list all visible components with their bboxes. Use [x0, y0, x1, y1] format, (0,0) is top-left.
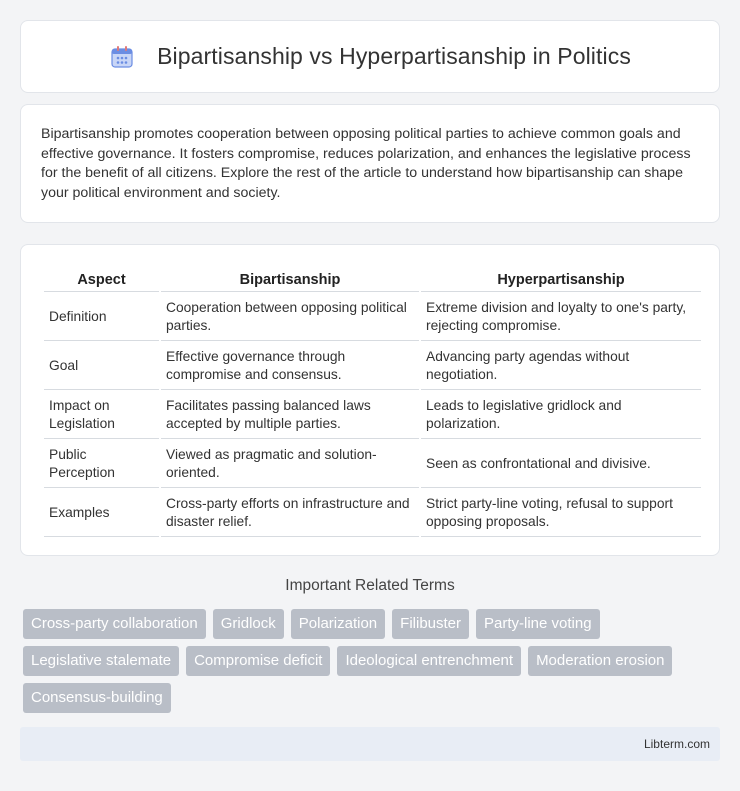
table-cell: Examples	[44, 490, 159, 537]
table-cell: Leads to legislative gridlock and polarization.	[421, 392, 701, 439]
related-term-tag[interactable]: Cross-party collaboration	[23, 609, 206, 639]
related-term-tag[interactable]: Gridlock	[213, 609, 284, 639]
table-cell: Strict party-line voting, refusal to support opposing proposals.	[421, 490, 701, 537]
footer	[20, 727, 720, 761]
table-cell: Cooperation between opposing political parties.	[161, 294, 419, 341]
table-cell: Cross-party efforts on infrastructure and disaster relief.	[161, 490, 419, 537]
table-cell: Definition	[44, 294, 159, 341]
related-term-tag[interactable]: Compromise deficit	[186, 646, 330, 676]
related-term-tag[interactable]: Party-line voting	[476, 609, 600, 639]
table-cell: Viewed as pragmatic and solution-oriented.	[161, 441, 419, 488]
table-cell: Public Perception	[44, 441, 159, 488]
related-terms-list	[23, 609, 723, 720]
related-term-tag[interactable]: Consensus-building	[23, 683, 171, 713]
footer-site-link[interactable]: Libterm.com	[643, 737, 710, 751]
related-term-tag[interactable]: Filibuster	[392, 609, 469, 639]
table-row	[44, 294, 701, 341]
comparison-table-card	[20, 244, 720, 556]
intro-text: Bipartisanship promotes cooperation between opposing political parties to achieve common goals and effective governance. It fosters compromise, reduces polarization, and enhances the legislative process for the benefit of all citizens. Explore the rest of the article to understand how bipartisanship can shape your political environment and society.	[41, 126, 691, 201]
table-row	[44, 490, 701, 537]
related-term-tag[interactable]: Legislative stalemate	[23, 646, 179, 676]
table-header-row	[44, 267, 701, 292]
table-cell: Extreme division and loyalty to one's party, rejecting compromise.	[421, 294, 701, 341]
related-term-tag[interactable]: Moderation erosion	[528, 646, 672, 676]
intro-card	[20, 104, 720, 223]
table-row	[44, 392, 701, 439]
page-title: Bipartisanship vs Hyperpartisanship in Politics	[157, 43, 631, 69]
table-cell: Facilitates passing balanced laws accepted by multiple parties.	[161, 392, 419, 439]
table-cell: Advancing party agendas without negotiation.	[421, 343, 701, 390]
table-row	[44, 343, 701, 390]
related-term-tag[interactable]: Ideological entrenchment	[337, 646, 521, 676]
calendar-icon	[109, 44, 135, 70]
table-row	[44, 441, 701, 488]
header-bipartisanship: Bipartisanship	[161, 267, 419, 292]
table-cell: Impact on Legislation	[44, 392, 159, 439]
title-card	[20, 20, 720, 93]
table-cell: Seen as confrontational and divisive.	[421, 441, 701, 488]
table-cell: Effective governance through compromise and consensus.	[161, 343, 419, 390]
comparison-table	[42, 265, 703, 539]
related-terms-heading: Important Related Terms	[285, 577, 455, 594]
header-aspect: Aspect	[44, 267, 159, 292]
header-hyperpartisanship: Hyperpartisanship	[421, 267, 701, 292]
related-term-tag[interactable]: Polarization	[291, 609, 385, 639]
table-cell: Goal	[44, 343, 159, 390]
